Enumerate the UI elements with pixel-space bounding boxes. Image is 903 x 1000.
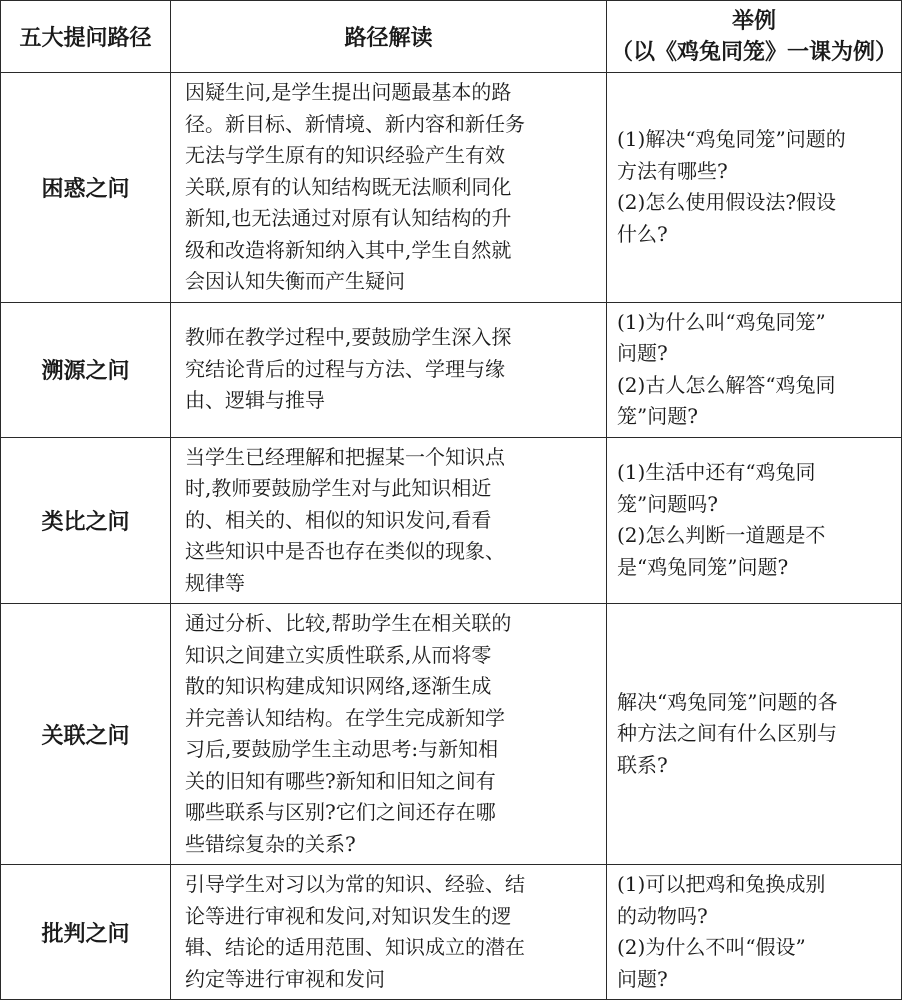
header-example-title: 举例 (731, 8, 776, 34)
desc-line: 由、逻辑与推导 (185, 388, 325, 413)
path-name: 类比之问 (1, 437, 171, 604)
desc-line: 径。新目标、新情境、新内容和新任务 (185, 111, 525, 136)
example-line: 解决“鸡兔同笼”问题的各 (617, 689, 838, 714)
header-example (607, 1, 902, 73)
desc-line: 会因认知失衡而产生疑问 (185, 269, 405, 293)
desc-line: 约定等进行审视和发问 (185, 966, 385, 991)
example-line: (2)怎么使用假设法?假设 (617, 190, 837, 215)
path-description (171, 302, 607, 437)
desc-line: 引导学生对习以为常的知识、经验、结 (185, 872, 525, 896)
example-line: 问题? (617, 966, 668, 991)
header-interpretation: 路径解读 (171, 1, 607, 73)
example-line: 笼”问题? (617, 404, 698, 428)
table-row (1, 302, 902, 437)
desc-line: 论等进行审视和发问,对知识发生的逻 (185, 903, 512, 928)
path-name: 困惑之问 (1, 73, 171, 303)
desc-line: 因疑生问,是学生提出问题最基本的路 (185, 80, 512, 104)
desc-line: 知识之间建立实质性联系,从而将零 (185, 642, 492, 667)
header-path: 五大提问路径 (1, 1, 171, 73)
desc-line: 关联,原有的认知结构既无法顺利同化 (185, 174, 512, 199)
desc-line: 些错综复杂的关系? (185, 831, 356, 856)
desc-line: 究结论背后的过程与方法、学理与缘 (185, 356, 505, 381)
desc-line: 级和改造将新知纳入其中,学生自然就 (185, 237, 512, 262)
desc-line: 的、相关的、相似的知识发问,看看 (185, 507, 492, 532)
path-description (171, 73, 607, 303)
example-line: 方法有哪些? (617, 158, 728, 183)
path-example (607, 73, 902, 303)
path-example (607, 604, 902, 865)
example-line: (2)古人怎么解答“鸡兔同 (617, 372, 836, 397)
desc-line: 教师在教学过程中,要鼓励学生深入探 (185, 325, 512, 350)
example-line: 种方法之间有什么区别与 (617, 721, 837, 746)
desc-line: 通过分析、比较,帮助学生在相关联的 (185, 611, 512, 635)
example-line: 什么? (617, 221, 668, 246)
desc-line: 并完善认知结构。在学生完成新知学 (185, 705, 505, 730)
example-line: 笼”问题吗? (617, 491, 718, 516)
example-line: 的动物吗? (617, 903, 708, 928)
example-line: (1)生活中还有“鸡兔同 (617, 460, 816, 485)
header-row (1, 1, 902, 73)
desc-line: 当学生已经理解和把握某一个知识点 (185, 444, 505, 469)
desc-line: 散的知识构建成知识网络,逐渐生成 (185, 674, 492, 698)
example-line: (2)怎么判断一道题是不 (617, 523, 826, 548)
path-example (607, 865, 902, 1000)
desc-line: 关的旧知有哪些?新知和旧知之间有 (185, 768, 496, 793)
path-name: 溯源之问 (1, 302, 171, 437)
example-line: 问题? (617, 341, 668, 365)
desc-line: 新知,也无法通过对原有认知结构的升 (185, 206, 512, 230)
table-row (1, 437, 902, 604)
example-line: (1)解决“鸡兔同笼”问题的 (617, 127, 846, 152)
example-line: 联系? (617, 752, 668, 777)
desc-line: 辑、结论的适用范围、知识成立的潜在 (185, 935, 525, 959)
example-line: (2)为什么不叫“假设” (617, 935, 806, 959)
example-line: 是“鸡兔同笼”问题? (617, 554, 789, 579)
desc-line: 规律等 (185, 570, 245, 595)
example-line: (1)为什么叫“鸡兔同笼” (617, 309, 826, 334)
path-description (171, 865, 607, 1000)
path-name: 关联之问 (1, 604, 171, 865)
desc-line: 无法与学生原有的知识经验产生有效 (185, 143, 505, 167)
path-example (607, 302, 902, 437)
path-description (171, 604, 607, 865)
table-row (1, 604, 902, 865)
desc-line: 时,教师要鼓励学生对与此知识相近 (185, 476, 492, 500)
table-row (1, 73, 902, 303)
desc-line: 哪些联系与区别?它们之间还存在哪 (185, 800, 496, 824)
header-example-subtitle: （以《鸡兔同笼》一课为例） (610, 39, 897, 65)
desc-line: 习后,要鼓励学生主动思考:与新知相 (185, 737, 499, 761)
desc-line: 这些知识中是否也存在类似的现象、 (185, 539, 505, 563)
path-description (171, 437, 607, 604)
path-example (607, 437, 902, 604)
table-row (1, 865, 902, 1000)
example-line: (1)可以把鸡和兔换成别 (617, 872, 826, 896)
path-name: 批判之问 (1, 865, 171, 1000)
